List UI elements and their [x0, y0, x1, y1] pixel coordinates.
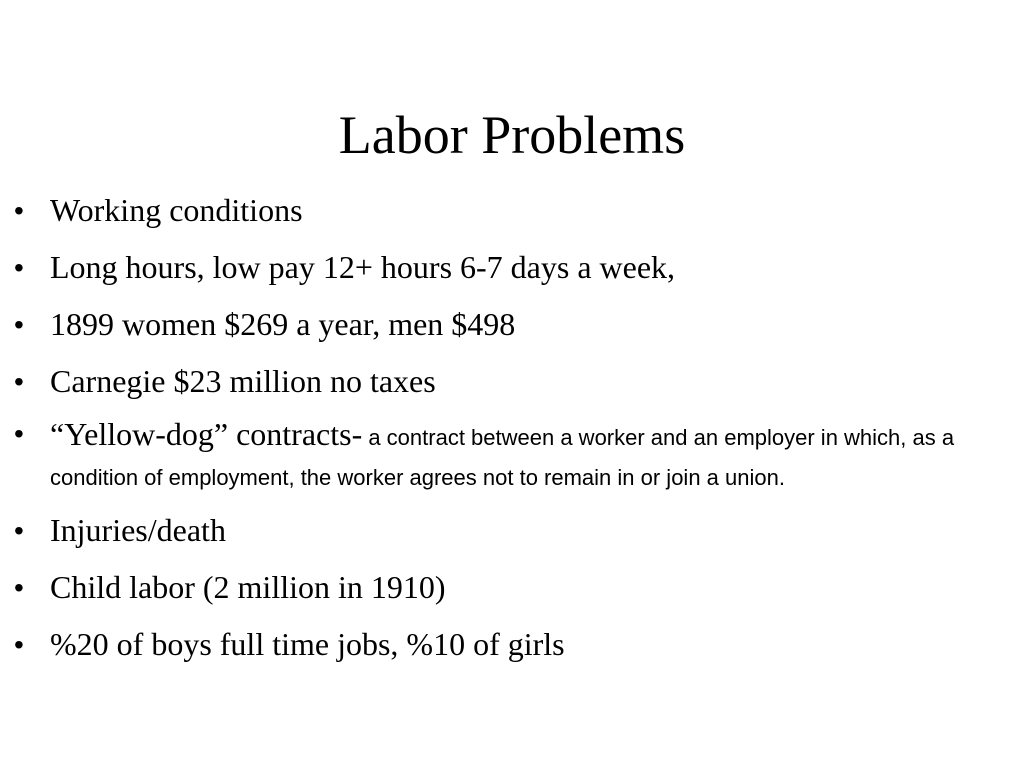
bullet-item-injuries	[0, 508, 1000, 553]
bullet-item-working-conditions	[0, 188, 1000, 233]
bullet-marker: •	[14, 418, 24, 449]
bullet-marker: •	[14, 515, 24, 546]
bullet-text: Child labor (2 million in 1910)	[50, 569, 446, 605]
bullet-marker: •	[14, 366, 24, 397]
yellow-dog-definition: a contract between a worker and an employer in which, as a condition of employment, the worker agrees not to remain in or join a union.	[50, 425, 955, 490]
bullet-text: Carnegie $23 million no taxes	[50, 363, 436, 399]
bullet-item-long-hours	[0, 245, 1000, 290]
bullet-text: %20 of boys full time jobs, %10 of girls	[50, 626, 565, 662]
bullet-list	[0, 188, 1000, 679]
bullet-text: 1899 women $269 a year, men $498	[50, 306, 516, 342]
bullet-marker: •	[14, 252, 24, 283]
bullet-item-carnegie	[0, 359, 1000, 404]
bullet-text: Injuries/death	[50, 512, 226, 548]
bullet-marker: •	[14, 195, 24, 226]
bullet-text: Long hours, low pay 12+ hours 6-7 days a week,	[50, 249, 676, 285]
bullet-item-wages-1899	[0, 302, 1000, 347]
bullet-text: “Yellow-dog” contracts-	[50, 416, 363, 452]
bullet-marker: •	[14, 629, 24, 660]
bullet-text: Working conditions	[50, 192, 303, 228]
bullet-item-child-labor	[0, 565, 1000, 610]
bullet-item-boys-girls-jobs	[0, 622, 1000, 667]
bullet-item-yellow-dog	[0, 416, 1000, 496]
bullet-marker: •	[14, 572, 24, 603]
bullet-marker: •	[14, 309, 24, 340]
slide-title: Labor Problems	[338, 105, 686, 165]
